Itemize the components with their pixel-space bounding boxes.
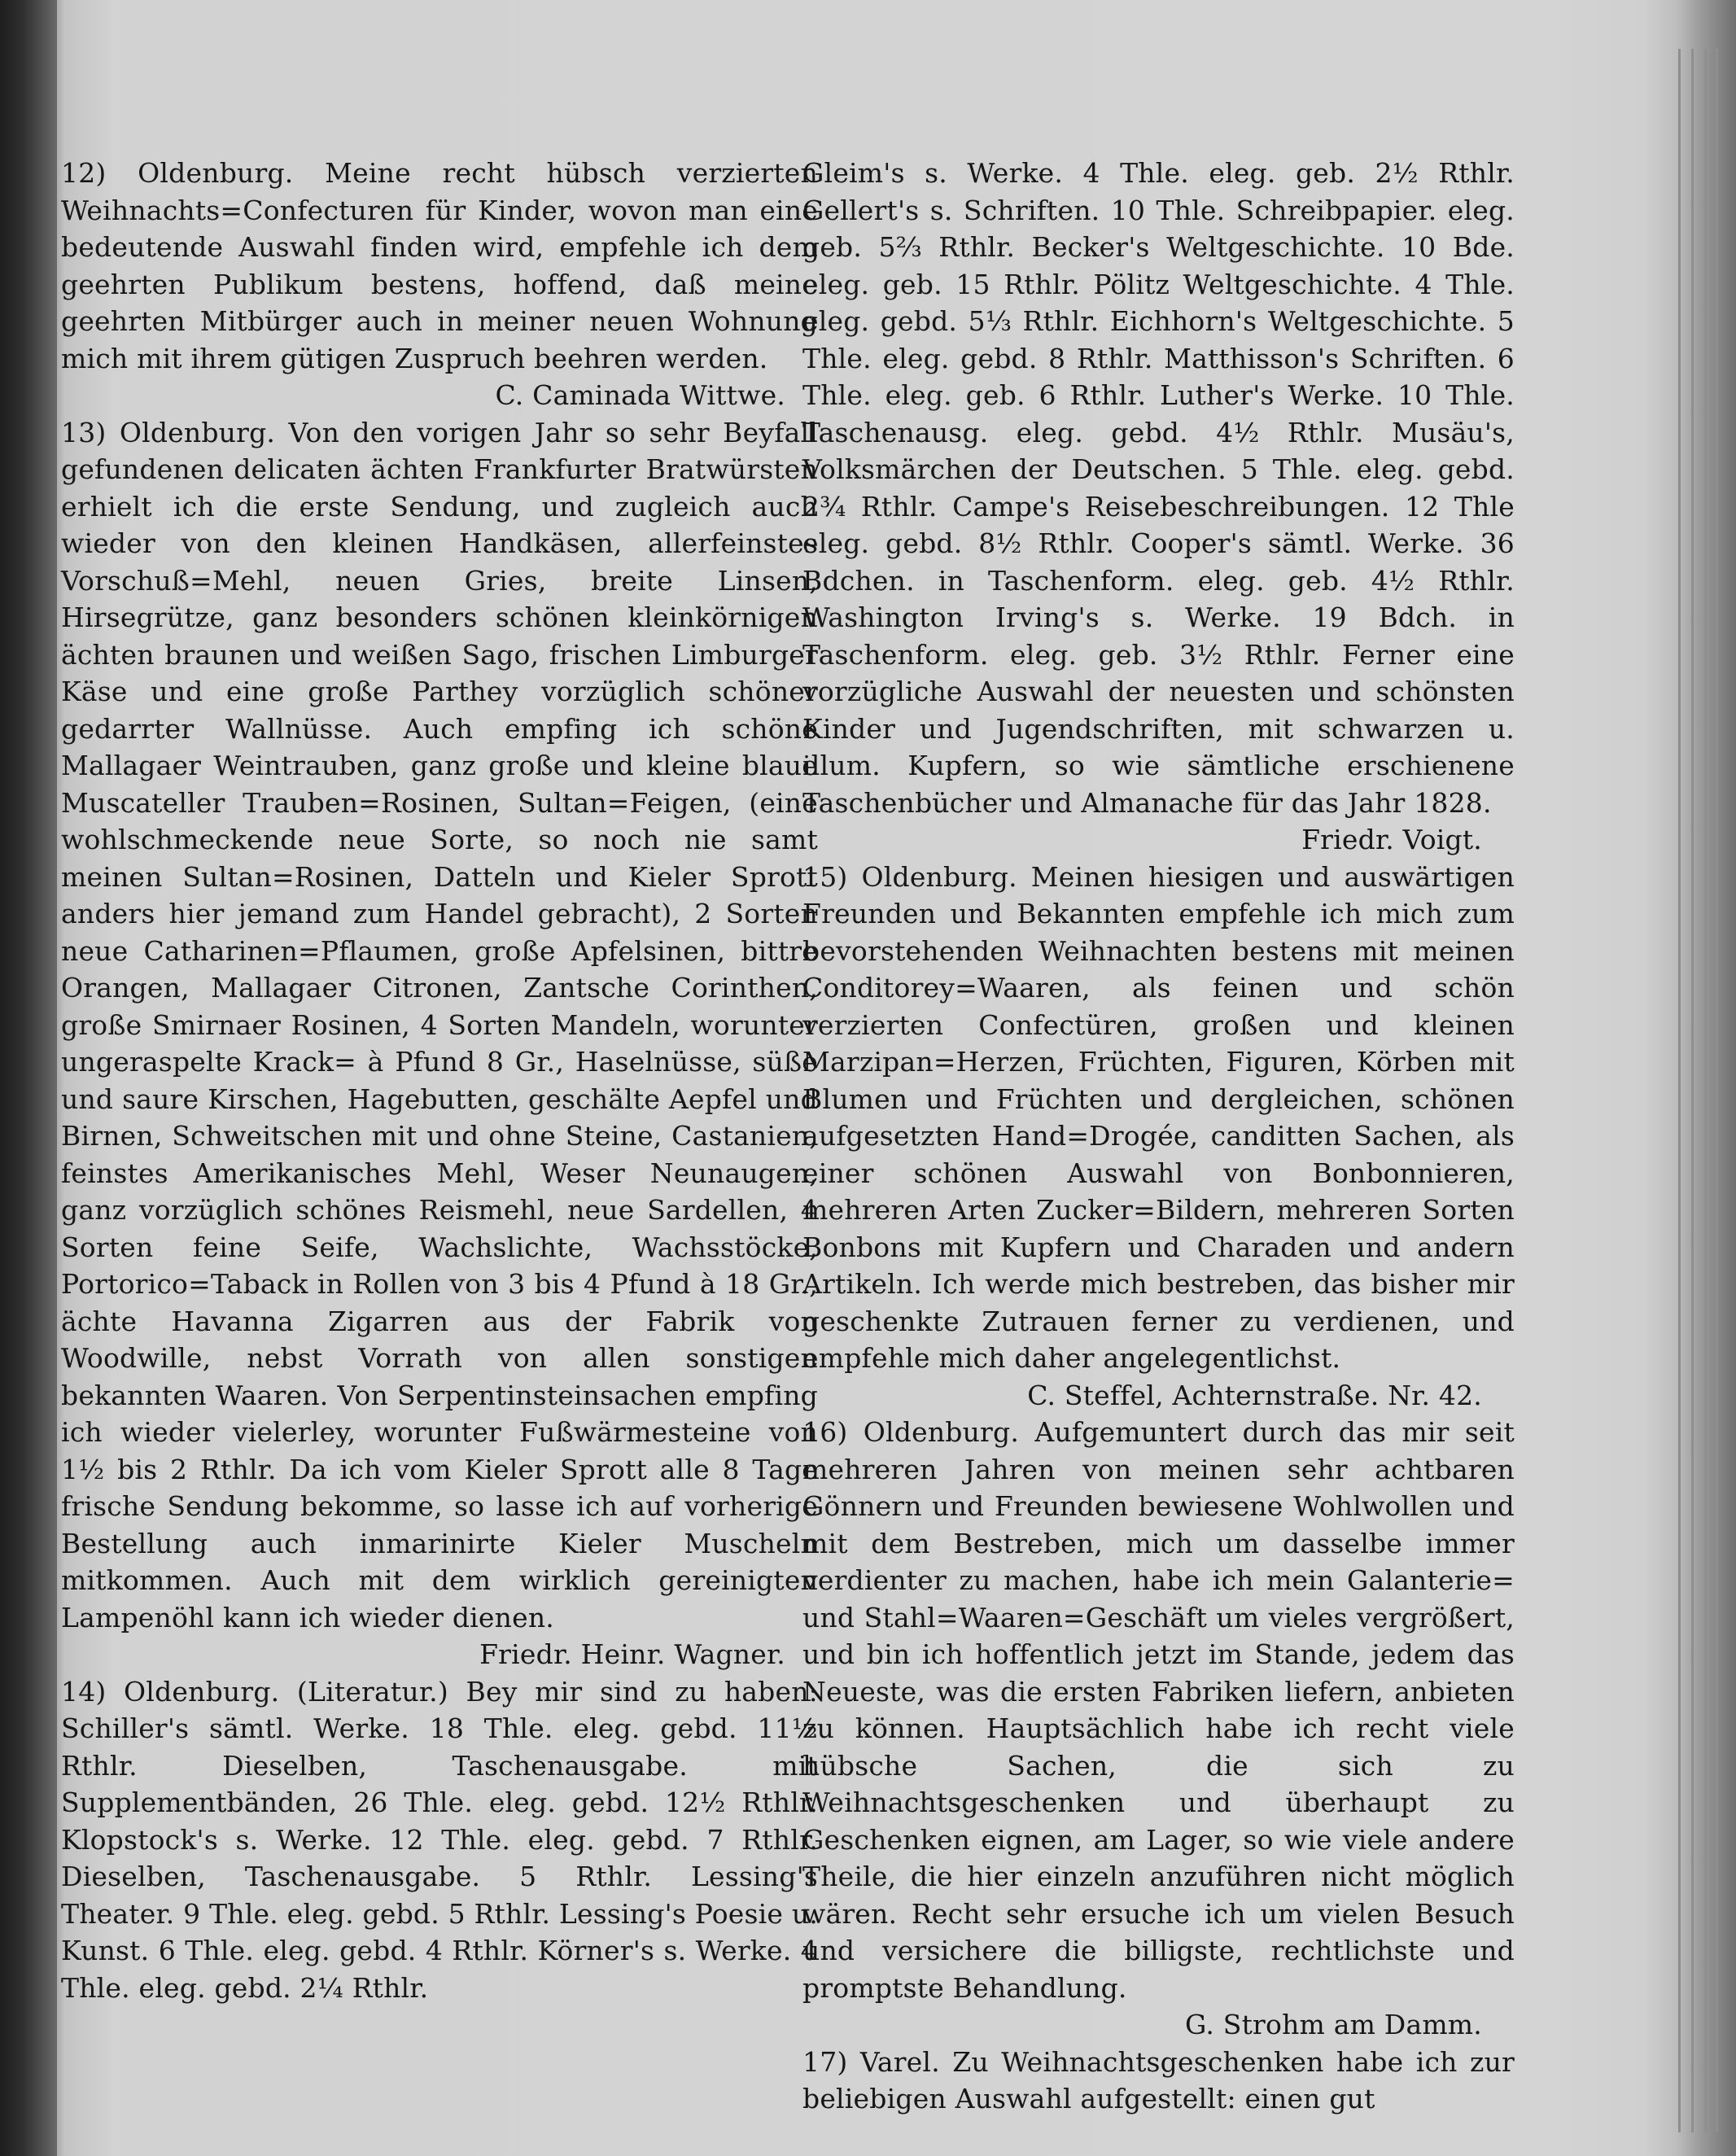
advert-14: 14) Oldenburg. (Literatur.) Bey mir sind zu haben: Schiller's sämtl. Werke. 18 Thle. eleg. gebd. 11½ Rthlr. Dieselben, Taschenausgabe. mit Supplementbänden, 26 Thle. eleg. gebd. 12½ Rthlr. Klopstock's s. Werke. 12 Thle. eleg. gebd. 7 Rthlr. Dieselben, Taschenausgabe. 5 Rthlr. Lessing's Theater. 9 Thle. eleg. gebd. 5 Rthlr. Lessing's Poesie u. Kunst. 6 Thle. eleg. gebd. 4 Rthlr. Körner's s. Werke. 4 Thle. eleg. gebd. 2¼ Rthlr. xyxy=(61,1675,818,2004)
advert-14-continued: Gleim's s. Werke. 4 Thle. eleg. geb. 2½ Rthlr. Gellert's s. Schriften. 10 Thle. Schreibpapier. eleg. geb. 5⅔ Rthlr. Becker's Weltgeschichte. 10 Bde. eleg. geb. 15 Rthlr. Pölitz Weltgeschichte. 4 Thle. eleg. gebd. 5⅓ Rthlr. Eichhorn's Weltgeschichte. 5 Thle. eleg. gebd. 8 Rthlr. Matthisson's Schriften. 6 Thle. eleg. geb. 6 Rthlr. Luther's Werke. 10 Thle. Taschenausg. eleg. gebd. 4½ Rthlr. Musäu's, Volksmärchen der Deutschen. 5 Thle. eleg. gebd. 2¾ Rthlr. Campe's Reisebeschreibungen. 12 Thle eleg. gebd. 8½ Rthlr. Cooper's sämtl. Werke. 36 Bdchen. in Taschenform. eleg. geb. 4½ Rthlr. Washington Irving's s. Werke. 19 Bdch. in Taschenform. eleg. geb. 3½ Rthlr. Ferner eine vorzügliche Auswahl der neuesten und schönsten Kinder und Jugendschriften, mit schwarzen u. illum. Kupfern, so wie sämtliche erschienene Taschenbücher und Almanache für das Jahr 1828. xyxy=(802,157,1515,819)
advert-13: 13) Oldenburg. Von den vorigen Jahr so sehr Beyfall gefundenen delicaten ächten Frankfurter Bratwürsten erhielt ich die erste Sendung, und zugleich auch wieder von den kleinen Handkäsen, allerfeinstes Vorschuß=Mehl, neuen Gries, breite Linsen, Hirsegrütze, ganz besonders schönen kleinkörnigen ächten braunen und weißen Sago, frischen Limburger Käse und eine große Parthey vorzüglich schöner gedarrter Wallnüsse. Auch empfing ich schöne Mallagaer Weintrauben, ganz große und kleine blaue Muscateller Trauben=Rosinen, Sultan=Feigen, (eine wohlschmeckende neue Sorte, so noch nie samt meinen Sultan=Rosinen, Datteln und Kieler Sprott anders hier jemand zum Handel gebracht), 2 Sorten neue Catharinen=Pflaumen, große Apfelsinen, bittre Orangen, Mallagaer Citronen, Zantsche Corinthen, große Smirnaer Rosinen, 4 Sorten Mandeln, worunter ungeraspelte Krack= à Pfund 8 Gr., Haselnüsse, süße und saure Kirschen, Hagebutten, geschälte Aepfel und Birnen, Schweitschen mit und ohne Steine, Castanien, feinstes Amerikanisches Mehl, Weser Neunaugen, ganz vorzüglich schönes Reismehl, neue Sardellen, 4 Sorten feine Seife, Wachslichte, Wachsstöcke, Portorico=Taback in Rollen von 3 bis 4 Pfund à 18 Gr., ächte Havanna Zigarren aus der Fabrik von Woodwille, nebst Vorrath von allen sonstigen bekannten Waaren. Von Serpentinsteinsachen empfing ich wieder vielerley, worunter Fußwärmesteine von 1½ bis 2 Rthlr. Da ich vom Kieler Sprott alle 8 Tage frische Sendung bekomme, so lasse ich auf vorherige Bestellung auch inmarinirte Kieler Muscheln mitkommen. Auch mit dem wirklich gereinigten Lampenöhl kann ich wieder dienen. xyxy=(61,416,818,1633)
right-column xyxy=(802,155,1515,2118)
advert-15: 15) Oldenburg. Meinen hiesigen und auswärtigen Freunden und Bekannten empfehle ich mich zum bevorstehenden Weihnachten bestens mit meinen Conditorey=Waaren, als feinen und schön verzierten Confectüren, großen und kleinen Marzipan=Herzen, Früchten, Figuren, Körben mit Blumen und Früchten und dergleichen, schönen aufgesetzten Hand=Drogée, canditten Sachen, als einer schönen Auswahl von Bonbonnieren, mehreren Arten Zucker=Bildern, mehreren Sorten Bonbons mit Kupfern und Charaden und andern Artikeln. Ich werde mich bestreben, das bisher mir geschenkte Zutrauen ferner zu verdienen, und empfehle mich daher angelegentlichst. xyxy=(802,860,1515,1374)
signature: Friedr. Heinr. Wagner. xyxy=(479,1638,785,1670)
left-column xyxy=(61,155,818,2006)
page-edge xyxy=(1704,49,1707,2132)
advert-12: 12) Oldenburg. Meine recht hübsch verzierten Weihnachts=Confecturen für Kinder, wovon man eine bedeutende Auswahl finden wird, empfehle ich dem geehrten Publikum bestens, hoffend, daß meine geehrten Mitbürger auch in meiner neuen Wohnung mich mit ihrem gütigen Zuspruch beehren werden. xyxy=(61,157,818,374)
page-edge xyxy=(1691,49,1694,2132)
signature: Friedr. Voigt. xyxy=(1301,824,1482,855)
signature: G. Strohm am Damm. xyxy=(1185,2009,1482,2040)
signature: C. Steffel, Achternstraße. Nr. 42. xyxy=(1027,1379,1482,1411)
book-spine-shadow xyxy=(0,0,57,2156)
advert-17: 17) Varel. Zu Weihnachtsgeschenken habe ich zur beliebigen Auswahl aufgestellt: einen gut xyxy=(802,2045,1515,2114)
page-edge xyxy=(1678,49,1681,2132)
advert-16: 16) Oldenburg. Aufgemuntert durch das mir seit mehreren Jahren von meinen sehr achtbaren Gönnern und Freunden bewiesene Wohlwollen und mit dem Bestreben, mich um dasselbe immer verdienter zu machen, habe ich mein Galanterie= und Stahl=Waaren=Geschäft um vieles vergrößert, und bin ich hoffentlich jetzt im Stande, jedem das Neueste, was die ersten Fabriken liefern, anbieten zu können. Hauptsächlich habe ich recht viele hübsche Sachen, die sich zu Weihnachtsgeschenken und überhaupt zu Geschenken eignen, am Lager, so wie viele andere Theile, die hier einzeln anzuführen nicht möglich wären. Recht sehr ersuche ich um vielen Besuch und versichere die billigste, rechtlichste und promptste Behandlung. xyxy=(802,1416,1515,2004)
page-edge xyxy=(1716,49,1718,2132)
signature: C. Caminada Wittwe. xyxy=(495,379,785,411)
